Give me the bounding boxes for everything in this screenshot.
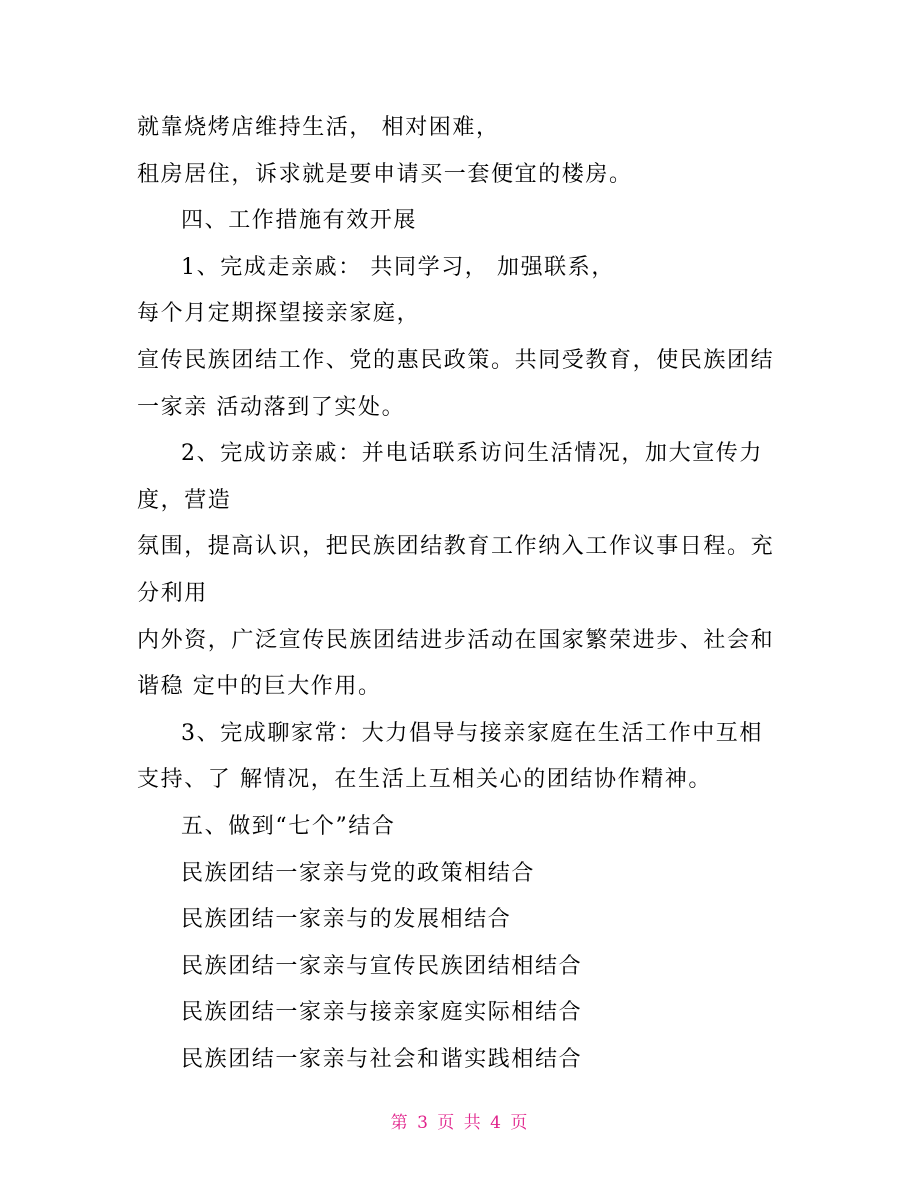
- text-line: 一家亲 活动落到了实处。: [137, 395, 406, 420]
- text-line: 就靠烧烤店维持生活， 相对困难，: [137, 115, 500, 140]
- list-item: 民族团结一家亲与接亲家庭实际相结合: [181, 1000, 583, 1025]
- text-line: 2、完成访亲戚：并电话联系访问生活情况，加大宣传力: [181, 441, 763, 466]
- section-heading: 四、工作措施有效开展: [181, 208, 418, 233]
- list-item: 民族团结一家亲与宣传民族团结相结合: [181, 954, 583, 979]
- list-item: 民族团结一家亲与党的政策相结合: [181, 861, 536, 886]
- text-line: 宣传民族团结工作、党的惠民政策。共同受教育，使民族团结: [137, 348, 775, 373]
- text-line: 每个月定期探望接亲家庭，: [137, 301, 421, 326]
- list-item: 民族团结一家亲与社会和谐实践相结合: [181, 1047, 583, 1072]
- text-line: 内外资，广泛宣传民族团结进步活动在国家繁荣进步、社会和: [137, 628, 775, 653]
- text-line: 谐稳 定中的巨大作用。: [137, 674, 382, 699]
- text-line: 支持、了 解情况，在生活上互相关心的团结协作精神。: [137, 767, 712, 792]
- text-line: 3、完成聊家常：大力倡导与接亲家庭在生活工作中互相: [181, 721, 763, 746]
- list-item: 民族团结一家亲与的发展相结合: [181, 907, 512, 932]
- text-line: 分利用: [137, 581, 208, 606]
- text-line: 氛围，提高认识，把民族团结教育工作纳入工作议事日程。充: [137, 534, 775, 559]
- text-line: 1、完成走亲戚： 共同学习， 加强联系，: [181, 255, 615, 280]
- text-line: 度，营造: [137, 488, 232, 513]
- section-heading: 五、做到“七个”结合: [181, 814, 396, 839]
- page-number-footer: 第 3 页 共 4 页: [390, 1113, 530, 1133]
- text-line: 租房居住，诉求就是要申请买一套便宜的楼房。: [137, 162, 633, 187]
